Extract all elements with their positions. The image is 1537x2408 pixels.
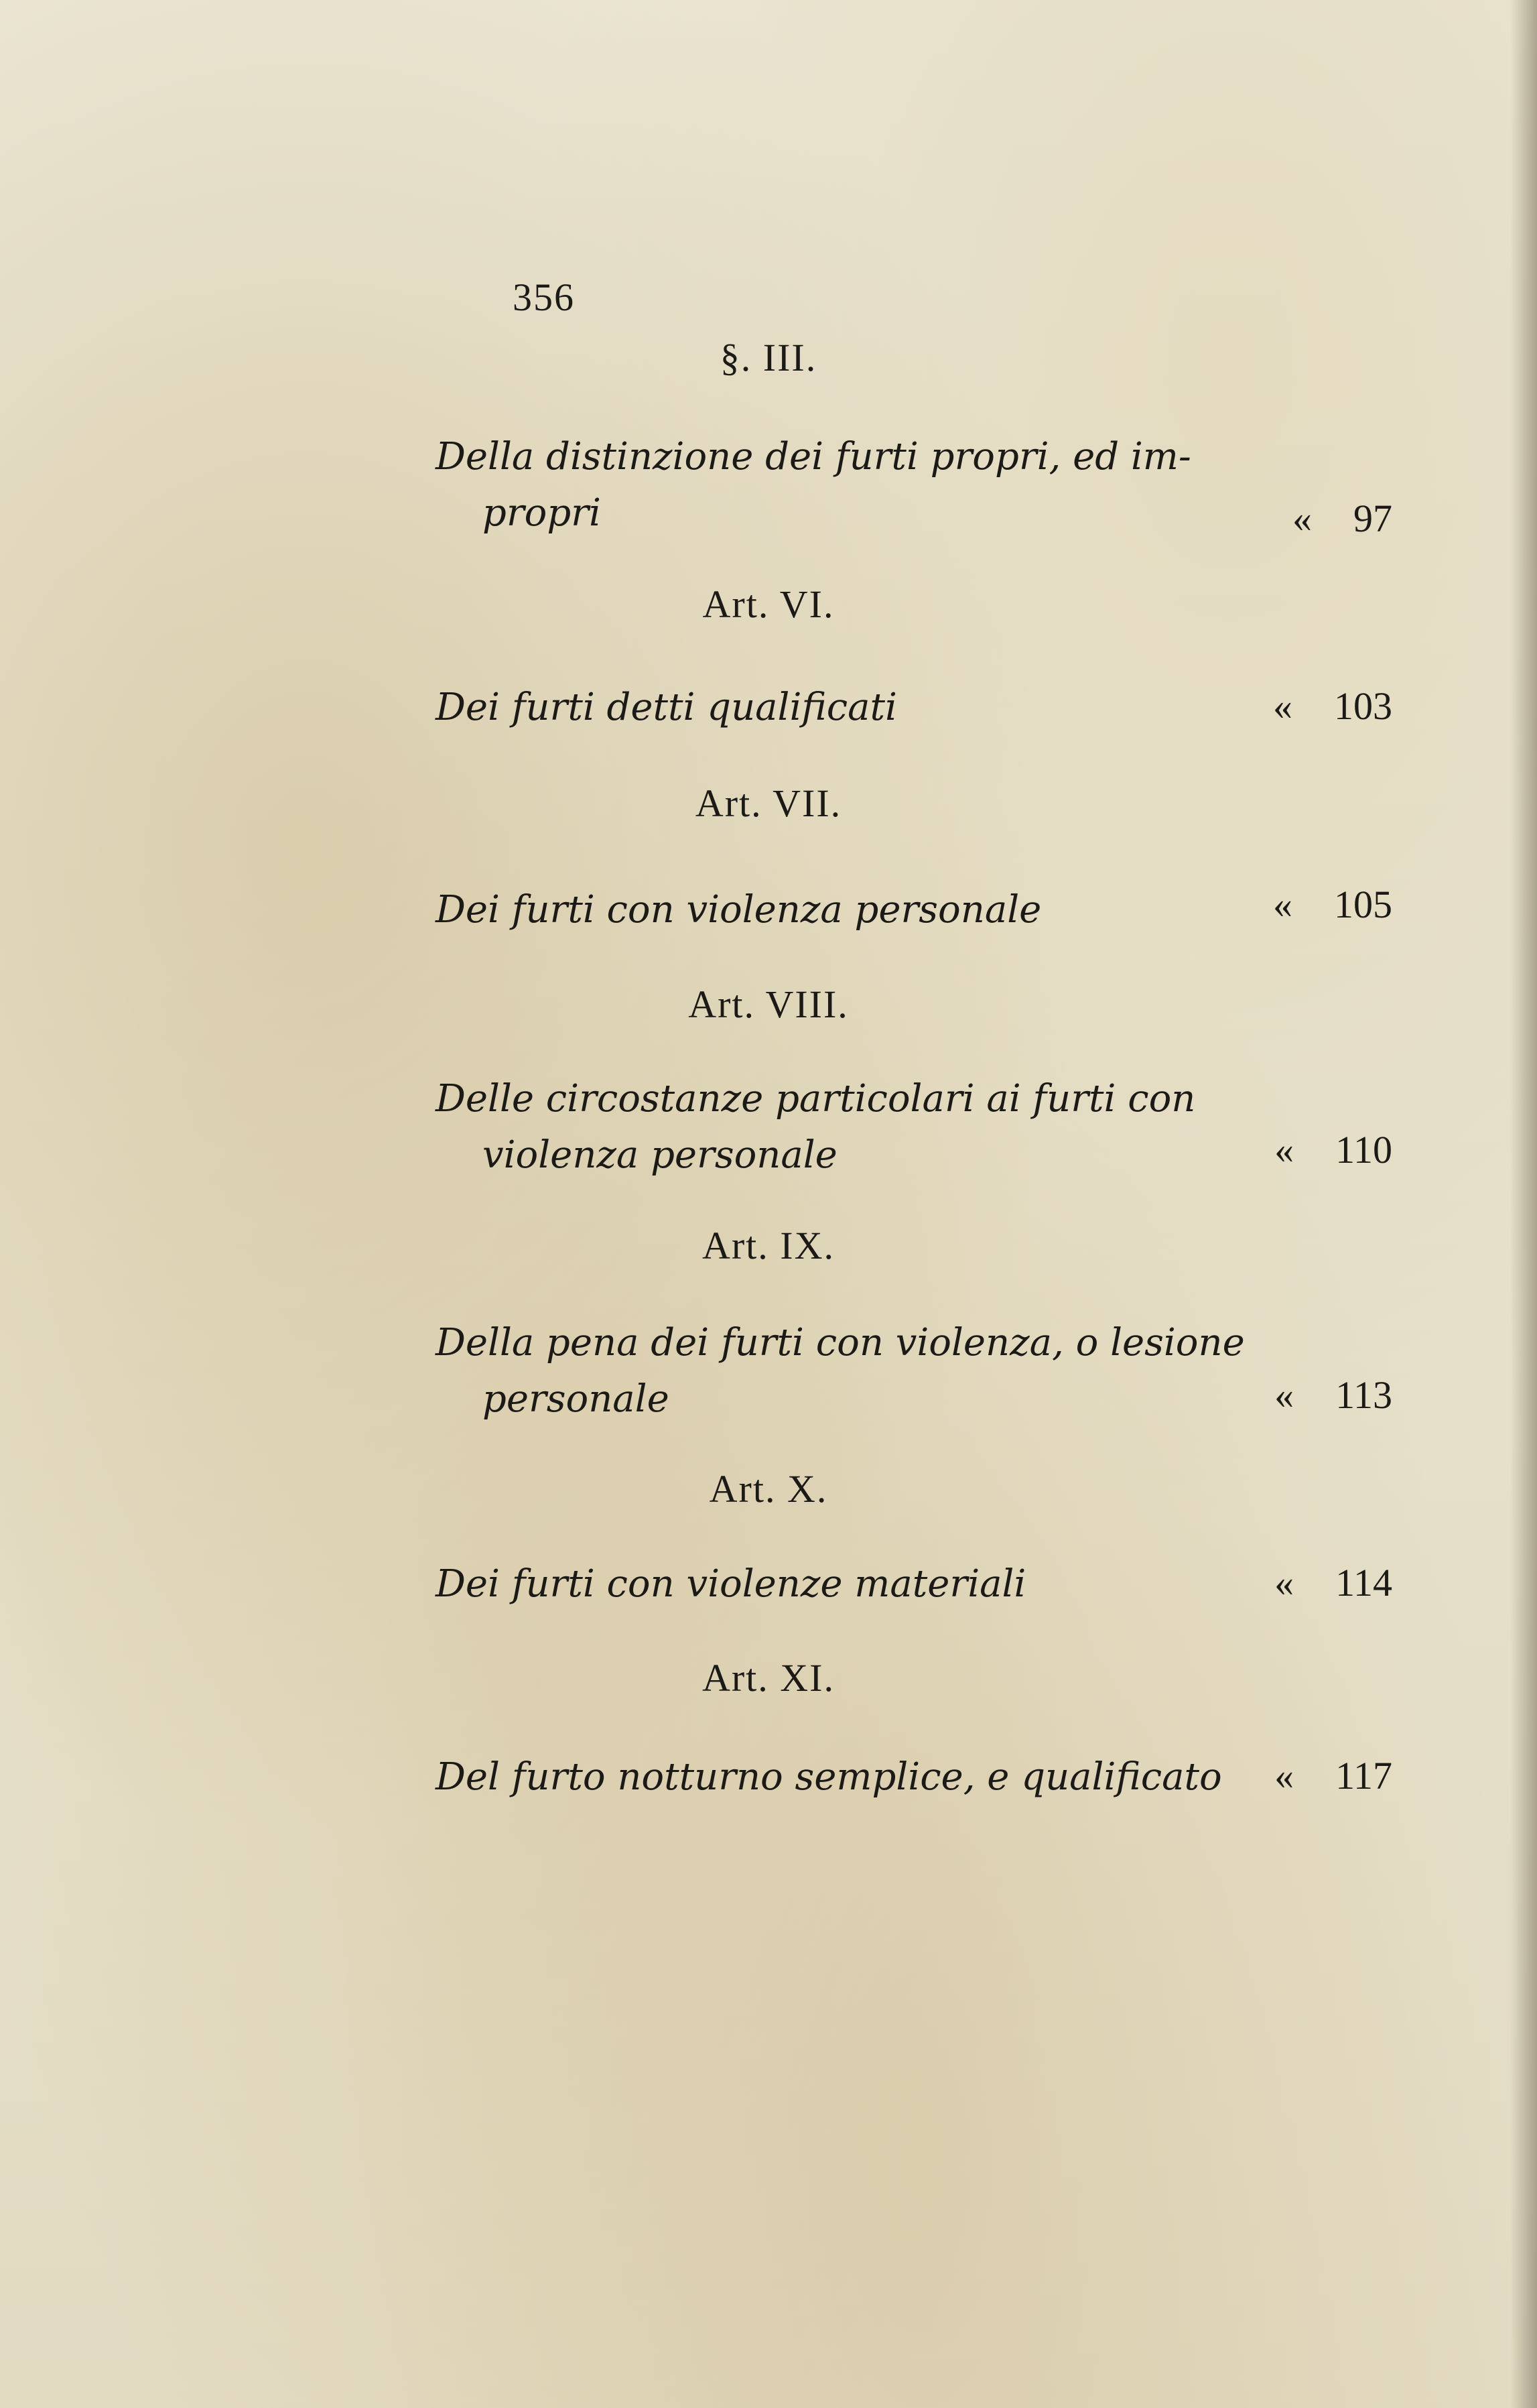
toc-entry <box>436 1071 1394 1184</box>
entry-title-line1: Della pena dei furti con violenza, o lesione <box>436 1321 1245 1365</box>
entry-title-line1: Dei furti con violenza personale <box>436 888 1042 932</box>
entry-page-ref <box>1274 1753 1392 1798</box>
entry-page-number: 110 <box>1335 1128 1392 1171</box>
entry-page-ref <box>1292 496 1392 541</box>
article-heading: Art. VII. <box>695 781 842 825</box>
entry-quote-mark: « <box>1274 1373 1294 1417</box>
entry-title-line2: personale <box>482 1377 669 1421</box>
toc-entry <box>436 882 1394 938</box>
entry-title-line1: Dei furti con violenze materiali <box>436 1562 1026 1606</box>
entry-title-line2: propri <box>482 491 601 535</box>
article-heading: Art. VIII. <box>688 983 849 1026</box>
entry-quote-mark: « <box>1274 1754 1294 1797</box>
toc-entry <box>436 1749 1394 1805</box>
entry-page-number: 97 <box>1353 497 1392 540</box>
article-heading: Art. X. <box>709 1467 828 1511</box>
entry-quote-mark: « <box>1273 684 1292 728</box>
entry-quote-mark: « <box>1274 1128 1294 1171</box>
entry-title-line1: Delle circostanze particolari ai furti con <box>436 1077 1196 1121</box>
entry-page-ref <box>1273 882 1392 927</box>
entry-quote-mark: « <box>1273 883 1292 926</box>
entry-title-line1: Del furto notturno semplice, e qualificato <box>436 1755 1222 1799</box>
entry-page-ref <box>1274 1127 1392 1172</box>
article-heading: Art. IX. <box>701 1224 835 1267</box>
article-heading: Art. XI. <box>701 1656 835 1700</box>
entry-page-number: 113 <box>1335 1373 1392 1417</box>
entry-page-number: 114 <box>1335 1561 1392 1604</box>
toc-entry <box>436 680 1394 736</box>
toc-entry <box>436 429 1394 542</box>
entry-title-line1: Della distinzione dei furti propri, ed im- <box>436 435 1191 479</box>
entry-page-ref <box>1273 684 1392 728</box>
entry-page-ref <box>1274 1373 1392 1417</box>
entry-page-number: 105 <box>1334 883 1392 926</box>
article-heading: Art. VI. <box>702 582 835 626</box>
section-heading: §. III. <box>720 336 817 379</box>
toc-entry <box>436 1556 1394 1612</box>
entry-quote-mark: « <box>1292 497 1312 540</box>
entry-page-ref <box>1274 1560 1392 1605</box>
entry-title-line2: violenza personale <box>482 1133 838 1177</box>
entry-quote-mark: « <box>1274 1561 1294 1604</box>
page-number: 356 <box>513 275 575 319</box>
entry-title-line1: Dei furti detti qualificati <box>436 686 897 729</box>
entry-page-number: 103 <box>1334 684 1392 728</box>
entry-page-number: 117 <box>1335 1754 1392 1797</box>
toc-entry <box>436 1315 1394 1428</box>
